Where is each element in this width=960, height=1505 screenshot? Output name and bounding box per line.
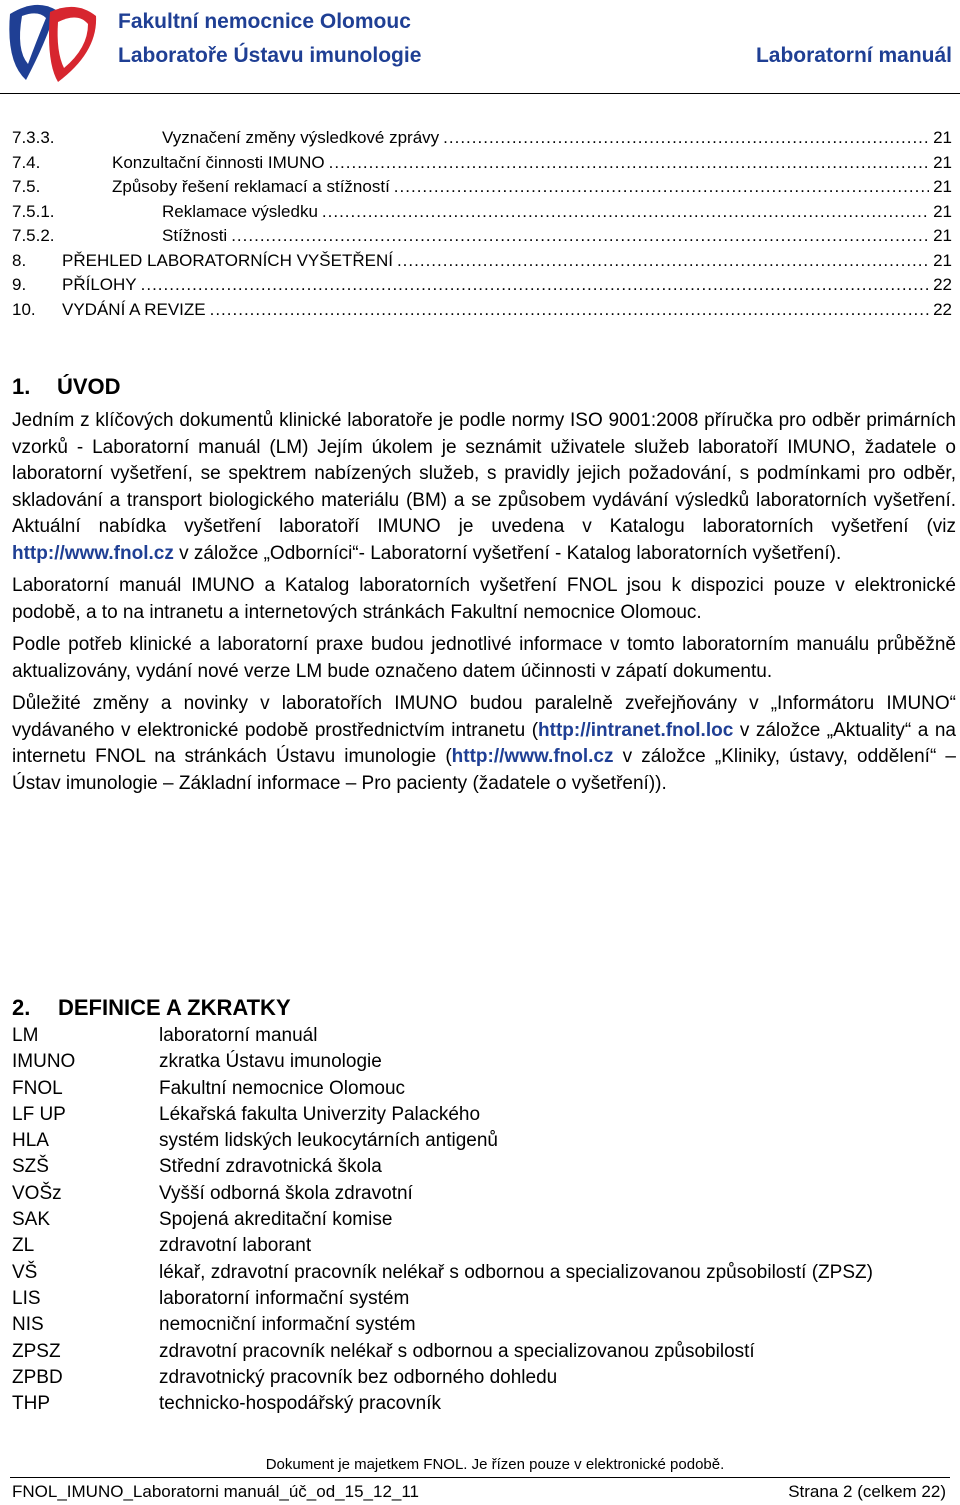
toc-title: VYDÁNÍ A REVIZE [62,299,206,319]
definition: zdravotní laborant [159,1235,312,1257]
table-of-contents [12,128,952,324]
toc-leader [210,300,929,320]
paragraph: Jedním z klíčových dokumentů klinické laboratoře je podle normy ISO 9001:2008 příručka pro odběr primárních vzorků - Laboratorní manuál (LM) Jejím úkolem je seznámit uživatele služeb laboratoří IMUNO, žadatele o laboratorní vyšetření, se spektrem nabízených služeb, s pravidly jejich požadování, s podmínkami pro odběr, skladování a transport biologického materiálu (BM) a se způsobem vydávání výsledků laboratorních vyšetření. Aktuální nabídka vyšetření laboratoří IMUNO je uvedena v Katalogu laboratorních vyšetření (viz http://www.fnol.cz v záložce „Odborníci“- Laboratorní vyšetření - Katalog laboratorních vyšetření). [12,410,956,564]
list-item [12,1076,952,1102]
footer-divider [10,1477,950,1478]
list-item [12,1365,952,1391]
section-1-body [12,408,956,803]
abbreviation: ZL [12,1235,35,1257]
abbreviation: NIS [12,1314,44,1336]
definition: systém lidských leukocytárních antigenů [159,1130,498,1152]
definition: Spojená akreditační komise [159,1209,393,1231]
definition: nemocniční informační systém [159,1314,416,1336]
page-header [0,0,960,95]
paragraph: Podle potřeb klinické a laboratorní praxe budou jednotlivé informace v tomto laboratorním manuálu průběžně aktualizovány, vydání nové verze LM bude označeno datem účinnosti v zápatí dokumentu. [12,634,956,682]
toc-leader [322,202,929,222]
toc-leader [231,226,929,246]
toc-page: 21 [933,152,952,172]
toc-page: 21 [933,226,952,245]
paragraph: Laboratorní manuál IMUNO a Katalog laboratorních vyšetření FNOL jsou k dispozici pouze v elektronické podobě, a to na intranetu a internetových stránkách Fakultní nemocnice Olomouc. [12,575,956,623]
definition: zdravotnický pracovník bez odborného dohledu [159,1366,558,1388]
abbreviation: ZPBD [12,1366,63,1388]
toc-title: Vyznačení změny výsledkové zprávy [162,128,440,147]
definition: Vyšší odborná škola zdravotní [159,1182,413,1204]
toc-page: 22 [933,299,952,319]
toc-entry[interactable] [12,128,952,153]
toc-title: PŘÍLOHY [62,275,137,294]
toc-leader [397,251,929,271]
fnol-logo-icon [6,2,98,84]
definition: Fakultní nemocnice Olomouc [159,1077,406,1099]
toc-title: Způsoby řešení reklamací a stížností [112,177,390,196]
toc-page: 21 [933,177,952,196]
definition: technicko-hospodářský pracovník [159,1393,441,1415]
toc-entry[interactable] [12,226,952,251]
abbreviations-list [12,1023,952,1417]
toc-number: 8. [12,250,27,270]
toc-entry[interactable] [12,153,952,178]
toc-leader [443,128,929,148]
list-item [12,1260,952,1286]
toc-entry[interactable] [12,251,952,276]
document-type: Laboratorní manuál [755,44,952,67]
toc-title: PŘEHLED LABORATORNÍCH VYŠETŘENÍ [62,250,393,270]
toc-entry[interactable] [12,300,952,325]
abbreviation: LF UP [12,1103,66,1125]
hospital-name: Fakultní nemocnice Olomouc [118,10,411,33]
abbreviation: SAK [12,1209,51,1231]
definition: Lékařská fakulta Univerzity Palackého [159,1103,481,1125]
abbreviation: LM [12,1025,39,1046]
abbreviation: THP [12,1393,50,1415]
list-item [12,1049,952,1075]
document-id: FNOL_IMUNO_Laboratorni manuál_úč_od_15_12_11 [12,1482,419,1501]
header-divider [0,93,960,94]
section-number: 2. [12,995,31,1020]
list-item [12,1154,952,1180]
definition: Střední zdravotnická škola [159,1156,382,1178]
toc-number: 7.3.3. [12,128,55,147]
intranet-link[interactable]: http://intranet.fnol.loc [538,719,734,741]
section-title: DEFINICE A ZKRATKY [58,995,291,1020]
abbreviation: LIS [12,1287,41,1309]
definition: zkratka Ústavu imunologie [159,1051,382,1073]
abbreviation: VŠ [12,1261,38,1283]
toc-number: 7.5.2. [12,226,55,245]
section-number: 1. [12,374,31,399]
list-item [12,1023,952,1049]
toc-number: 10. [12,299,36,319]
list-item [12,1207,952,1233]
toc-page: 22 [933,275,952,294]
footer-notice: Dokument je majetkem FNOL. Je řízen pouze v elektronické podobě. [265,1456,725,1473]
list-item [12,1102,952,1128]
toc-leader [141,275,929,295]
list-item [12,1391,952,1417]
abbreviation: IMUNO [12,1051,76,1073]
toc-number: 7.4. [12,152,41,172]
toc-entry[interactable] [12,202,952,227]
section-2-heading [12,995,291,1021]
list-item [12,1233,952,1259]
abbreviation: VOŠz [12,1182,62,1204]
paragraph: Důležité změny a novinky v laboratořích IMUNO budou paralelně zveřejňovány v „Informátoru IMUNO“ vydávaného v elektronické podobě prostřednictvím intranetu (http://intranet.fnol.loc v záložce „Aktuality“ a na internetu FNOL na stránkách Ústavu imunologie (http://www.fnol.cz v záložce „Kliniky, ústavy, oddělení“ – Ústav imunologie – Základní informace – Pro pacienty (žadatele o vyšetření)). [12,693,956,794]
list-item [12,1339,952,1365]
department-name: Laboratoře Ústavu imunologie [118,44,422,67]
list-item [12,1181,952,1207]
list-item [12,1128,952,1154]
abbreviation: ZPSZ [12,1340,61,1362]
abbreviation: FNOL [12,1077,63,1099]
fnol-web-link[interactable]: http://www.fnol.cz [12,542,174,564]
definition: laboratorní manuál [159,1025,318,1046]
definition: laboratorní informační systém [159,1287,410,1309]
toc-page: 21 [933,201,952,221]
abbreviation: HLA [12,1130,49,1152]
toc-number: 9. [12,275,27,294]
toc-title: Reklamace výsledku [162,201,318,221]
section-1-heading [12,374,121,400]
toc-leader [394,177,929,197]
list-item [12,1312,952,1338]
toc-leader [329,153,929,173]
definition: zdravotní pracovník nelékař s odbornou a specializovanou způsobilostí [159,1340,755,1362]
toc-number: 7.5. [12,177,41,196]
section-title: ÚVOD [57,374,121,399]
list-item [12,1286,952,1312]
toc-entry[interactable] [12,275,952,300]
toc-title: Konzultační činnosti IMUNO [112,152,325,172]
page-number: Strana 2 (celkem 22) [788,1482,946,1501]
definition: lékař, zdravotní pracovník nelékař s odbornou a specializovanou způsobilostí (ZPSZ) [159,1261,873,1283]
abbreviation: SZŠ [12,1156,49,1178]
fnol-web-link[interactable]: http://www.fnol.cz [451,746,614,767]
toc-page: 21 [933,250,952,270]
toc-number: 7.5.1. [12,201,55,221]
toc-entry[interactable] [12,177,952,202]
toc-page: 21 [933,128,952,147]
toc-title: Stížnosti [162,226,228,245]
